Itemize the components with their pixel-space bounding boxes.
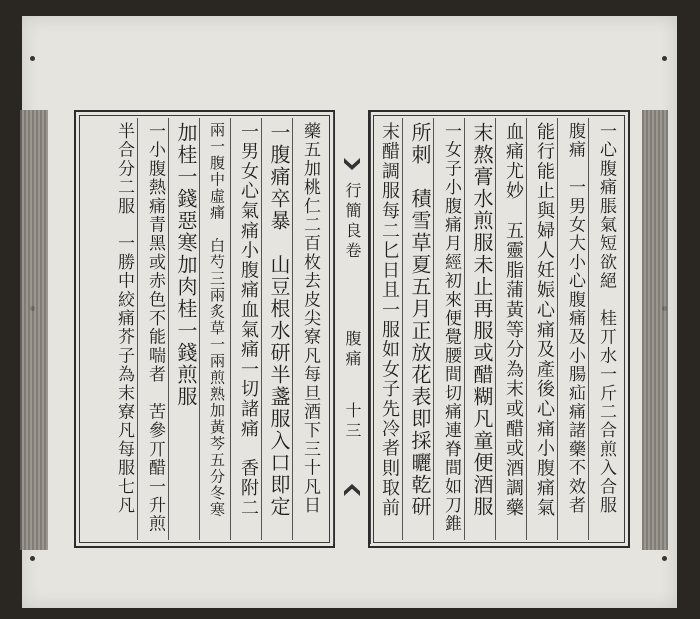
- text-column: 一腹痛卒暴 山豆根水研半盞服入口即定: [267, 122, 291, 518]
- fish-tail-mark-top: [344, 158, 360, 170]
- text-column: 加桂一錢惡寒加肉桂一錢煎服: [174, 122, 198, 408]
- text-column: 半合分二服 一勝中絞痛芥子為末寮凡每服七凡: [114, 122, 134, 515]
- text-column: 末醋調服每二匕日且一服如女子先冷者則取前: [379, 122, 400, 518]
- column-rule: [168, 118, 169, 540]
- column-rule: [230, 118, 231, 540]
- column-rule: [588, 118, 589, 540]
- text-column: 一心腹痛脹氣短欲絕 桂丌水一斤二合煎入合服: [596, 122, 616, 515]
- binding-hole: [662, 56, 667, 61]
- column-rule: [464, 118, 465, 540]
- column-rule: [495, 118, 496, 540]
- text-column: 能行能止與婦人妊娠心痛及產後心痛小腹痛氣: [534, 122, 555, 518]
- column-rule: [199, 118, 200, 540]
- column-rule: [433, 118, 434, 540]
- text-column: 一男女心氣痛小腹痛血氣痛一切諸痛 香附二: [238, 122, 259, 518]
- text-column: 藥五加桃仁二百枚去皮尖寮凡每旦酒下三十凡日: [300, 122, 320, 515]
- text-column: 兩一腹中虛痛 白芍三兩炙草一兩煎熟加黃芩五分冬寒: [208, 122, 226, 518]
- text-column: 所刺 積雪草夏五月正放花表即採曬乾研: [408, 122, 432, 518]
- column-rule: [137, 118, 138, 540]
- text-column: 末熬膏水煎服未止再服或醋糊凡童便酒服: [470, 122, 494, 518]
- fish-tail-mark-bottom: [344, 484, 360, 496]
- text-column: 血痛尤妙 五靈脂蒲黃等分為末或醋或酒調藥: [503, 122, 524, 518]
- page-number: 十三: [343, 402, 362, 442]
- left-edge-shadow: [20, 110, 48, 550]
- center-margin: [333, 112, 371, 544]
- binding-hole: [662, 556, 667, 561]
- book-title: 行簡良卷: [343, 182, 362, 262]
- binding-hole: [30, 556, 35, 561]
- text-column: 腹痛 一男女大小心腹痛及小腸疝痛諸藥不效者: [565, 122, 585, 515]
- column-rule: [557, 118, 558, 540]
- text-column: 一女子小腹痛月經初來便覺腰間切痛連脊間如刀錐: [441, 122, 461, 534]
- column-rule: [402, 118, 403, 540]
- right-edge-shadow: [642, 110, 668, 550]
- text-column: 一小腹熱痛青黑或赤色不能喘者 苦參丌醋一升煎: [145, 122, 165, 534]
- column-rule: [292, 118, 293, 540]
- binding-hole: [30, 56, 35, 61]
- column-rule: [526, 118, 527, 540]
- column-rule: [261, 118, 262, 540]
- section-title: 腹痛: [343, 330, 362, 370]
